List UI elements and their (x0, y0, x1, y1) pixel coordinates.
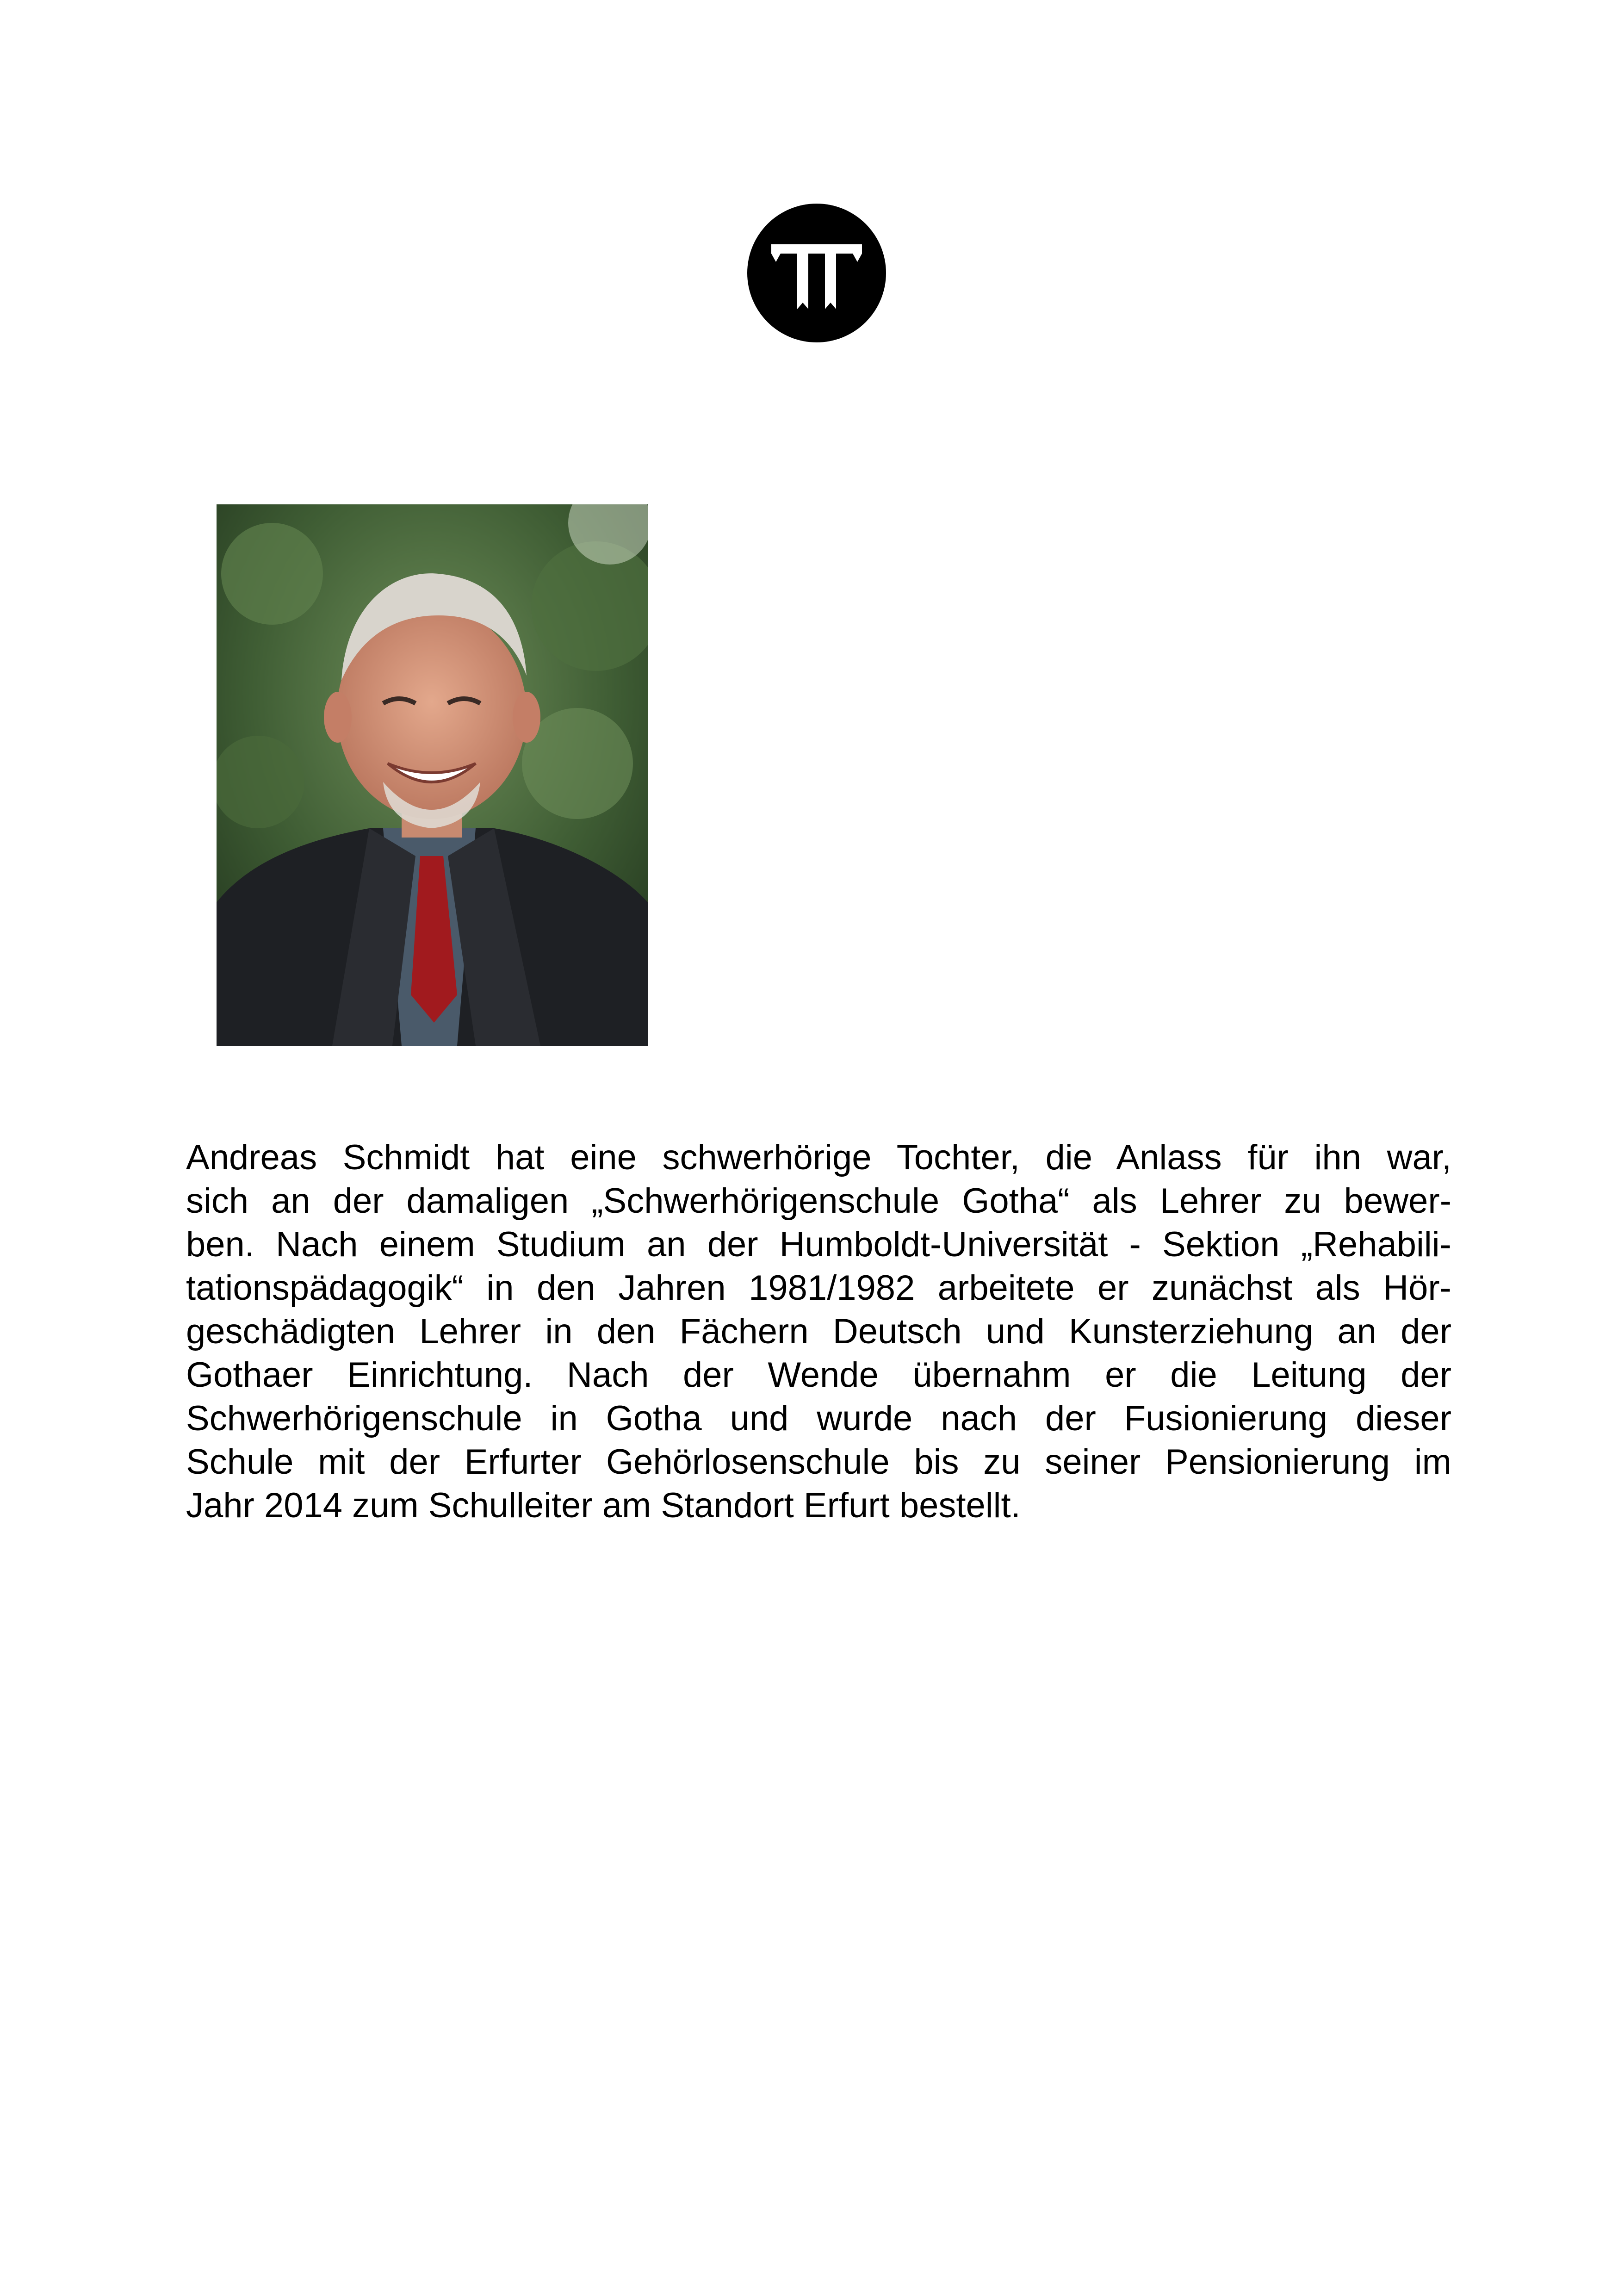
bio-line: ben. Nach einem Studium an der Humboldt-Universität - Sektion „Rehabili- (186, 1225, 1451, 1264)
bio-line: Andreas Schmidt hat eine schwerhörige Tochter, die Anlass für ihn war, (186, 1138, 1451, 1177)
bio-line: geschädigten Lehrer in den Fächern Deutsch und Kunsterziehung an der (186, 1312, 1451, 1351)
institution-emblem-icon (747, 204, 886, 342)
bio-line: Schwerhörigenschule in Gotha und wurde nach der Fusionierung dieser (186, 1399, 1451, 1438)
bio-line: sich an der damaligen „Schwerhörigenschule Gotha“ als Lehrer zu bewer- (186, 1181, 1451, 1221)
bio-line: tationspädagogik“ in den Jahren 1981/1982 arbeitete er zunächst als Hör- (186, 1268, 1451, 1308)
biography-text (186, 1136, 1451, 1527)
portrait-photo (217, 504, 648, 1046)
bio-line: Schule mit der Erfurter Gehörlosenschule bis zu seiner Pensionierung im (186, 1442, 1451, 1482)
portrait-illustration (217, 504, 648, 1046)
logo (747, 204, 886, 342)
bio-line: Gothaer Einrichtung. Nach der Wende übernahm er die Leitung der (186, 1355, 1451, 1395)
bio-line: Jahr 2014 zum Schulleiter am Standort Erfurt bestellt. (186, 1486, 1021, 1525)
